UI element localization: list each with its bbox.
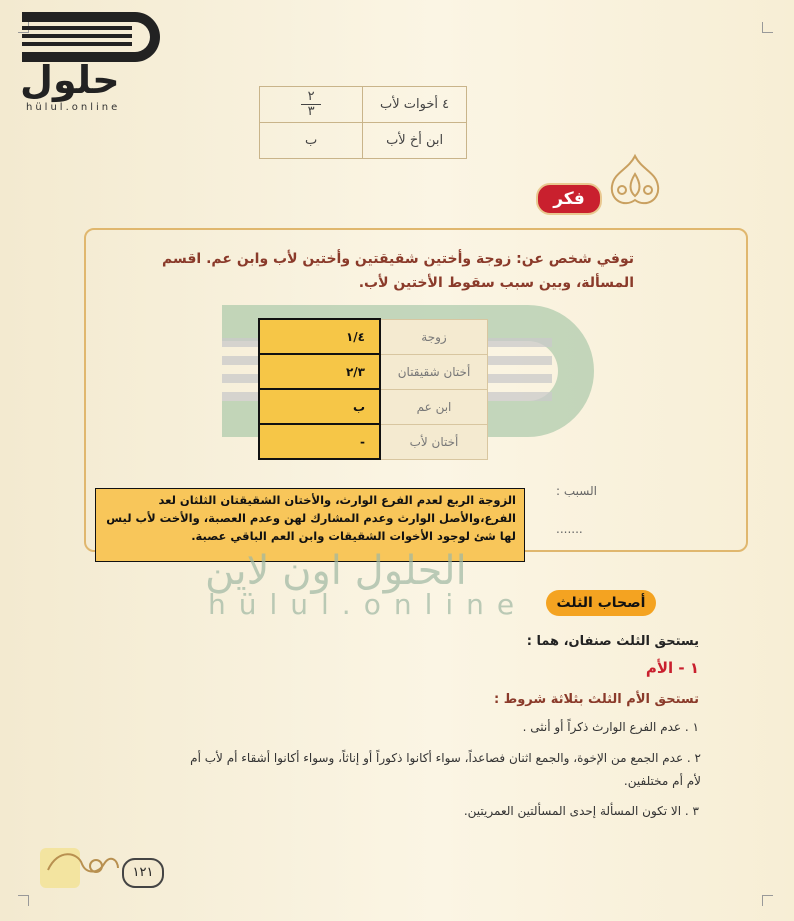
crop-mark	[762, 22, 773, 33]
think-question: توفي شخص عن: زوجة وأختين شقيقتين وأختين لأب وابن عم. اقسم المسألة، وبين سبب سقوط الأختين لأب.	[162, 251, 634, 291]
floral-ornament-icon	[602, 150, 668, 216]
top-table	[259, 86, 467, 159]
heir-label: ابن عم	[380, 389, 488, 424]
heir-label: أختان شقيقتان	[380, 354, 488, 389]
heading-mother: ١ - الأم	[645, 659, 699, 677]
answer-text-box: الزوجة الربع لعدم الفرع الوارث، والأختان الشقيقتان الثلثان لعد الفرع،والأصل الوارث وعدم المشارك لهن وعدم العصبة، والأخت لأب ليس لها شئ لوجود الأخوات الشقيقات وابن العم الباقي عصبة.	[95, 488, 525, 562]
heir-label: ابن أخ لأب	[363, 123, 467, 159]
condition-2b: لأم أم مختلفين.	[623, 774, 701, 788]
footer-ornament-icon	[38, 838, 122, 890]
condition-3: ٣ . الا تكون المسألة إحدى المسألتين العمريتين.	[463, 804, 699, 818]
heir-label: ٤ أخوات لأب	[363, 87, 467, 123]
table-row	[260, 87, 467, 123]
table-row	[260, 123, 467, 159]
share-cell: ب	[260, 123, 363, 159]
share-cell: -	[259, 424, 380, 459]
fraction-denominator: ٣	[307, 104, 315, 119]
logo-arabic-text: حلول	[20, 58, 120, 102]
crop-mark	[762, 895, 773, 906]
table-row	[259, 389, 488, 424]
answer-dots: .......	[556, 522, 583, 536]
reason-label: السبب :	[556, 484, 597, 498]
fraction-cell	[260, 87, 363, 123]
watermark-latin: hülul.online	[208, 588, 528, 621]
table-row	[259, 319, 488, 354]
condition-2a: ٢ . عدم الجمع من الإخوة، والجمع اثنان فصاعداً، سواء أكانوا ذكوراً أو إناثاً، وسواء أكانوا أشقاء أم لأب أم	[190, 751, 701, 765]
site-logo	[14, 8, 154, 112]
conditions-title: تستحق الأم الثلث بثلاثة شروط :	[494, 692, 699, 707]
think-badge: فكر	[536, 183, 602, 215]
share-cell: ب	[259, 389, 380, 424]
section-intro: يستحق الثلث صنفان، هما :	[526, 634, 699, 649]
condition-1: ١ . عدم الفرع الوارث ذكراً أو أنثى .	[522, 720, 699, 734]
fraction-numerator: ٢	[307, 89, 315, 104]
logo-latin-text: hülul.online	[26, 102, 121, 113]
answer-table	[258, 318, 488, 460]
logo-bars	[22, 26, 132, 50]
share-cell: ٢/٣	[259, 354, 380, 389]
crop-mark	[18, 895, 29, 906]
heir-label: زوجة	[380, 319, 488, 354]
heir-label: أختان لأب	[380, 424, 488, 459]
share-cell: ١/٤	[259, 319, 380, 354]
table-row	[259, 354, 488, 389]
section-title-badge: أصحاب الثلث	[546, 590, 656, 616]
watermark-arabic: الحلول اون لاين	[205, 548, 467, 594]
page-number: ١٢١	[122, 858, 164, 888]
table-row	[259, 424, 488, 459]
